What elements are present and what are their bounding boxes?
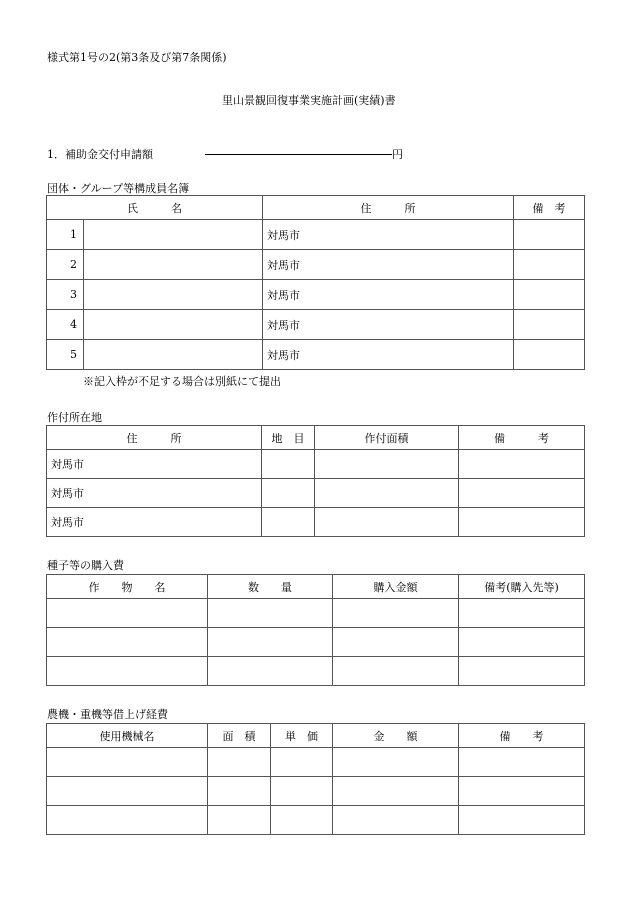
table-row [47, 508, 585, 537]
seeds-header-remarks: 備考(購入先等) [459, 575, 585, 599]
name-cell[interactable] [84, 280, 263, 310]
location-header-address: 住 所 [47, 426, 262, 450]
planted-area-cell[interactable] [315, 479, 459, 508]
machinery-table [46, 723, 585, 835]
remarks-cell[interactable] [459, 479, 585, 508]
planted-area-cell[interactable] [315, 508, 459, 537]
machine-name-cell[interactable] [47, 748, 208, 777]
table-row [47, 628, 585, 657]
row-number: 3 [47, 280, 84, 310]
table-row [47, 310, 585, 340]
members-header-name: 氏 名 [47, 196, 263, 220]
subsidy-unit: 円 [392, 148, 403, 161]
remarks-cell[interactable] [459, 599, 585, 628]
address-cell[interactable]: 対馬市 [47, 508, 262, 537]
members-table [46, 195, 585, 370]
quantity-cell[interactable] [208, 599, 333, 628]
remarks-cell[interactable] [514, 280, 585, 310]
remarks-cell[interactable] [514, 310, 585, 340]
table-row [47, 479, 585, 508]
seeds-header-crop-name: 作 物 名 [47, 575, 208, 599]
machine-name-cell[interactable] [47, 777, 208, 806]
row-number: 5 [47, 340, 84, 370]
members-header-remarks: 備 考 [514, 196, 585, 220]
area-cell[interactable] [208, 806, 271, 835]
location-header-land-category: 地 目 [262, 426, 315, 450]
table-row [47, 450, 585, 479]
amount-cell[interactable] [333, 748, 459, 777]
quantity-cell[interactable] [208, 657, 333, 686]
location-heading: 作付所在地 [47, 411, 102, 424]
address-cell[interactable]: 対馬市 [263, 340, 514, 370]
remarks-cell[interactable] [459, 657, 585, 686]
purchase-amount-cell[interactable] [333, 628, 459, 657]
remarks-cell[interactable] [514, 340, 585, 370]
subsidy-label: 1．補助金交付申請額 [47, 148, 153, 161]
page-title: 里山景観回復事業実施計画(実績)書 [222, 94, 396, 107]
quantity-cell[interactable] [208, 628, 333, 657]
address-cell[interactable]: 対馬市 [263, 220, 514, 250]
table-row [47, 806, 585, 835]
row-number: 4 [47, 310, 84, 340]
table-row [47, 657, 585, 686]
location-header-planted-area: 作付面積 [315, 426, 459, 450]
members-note: ※記入枠が不足する場合は別紙にて提出 [83, 375, 281, 388]
table-row [47, 748, 585, 777]
amount-cell[interactable] [333, 806, 459, 835]
table-row [47, 340, 585, 370]
seeds-header-purchase-amount: 購入金額 [333, 575, 459, 599]
remarks-cell[interactable] [459, 508, 585, 537]
unit-price-cell[interactable] [271, 806, 333, 835]
crop-name-cell[interactable] [47, 657, 208, 686]
location-table [46, 425, 585, 537]
table-row [47, 280, 585, 310]
name-cell[interactable] [84, 250, 263, 280]
planted-area-cell[interactable] [315, 450, 459, 479]
address-cell[interactable]: 対馬市 [263, 310, 514, 340]
address-cell[interactable]: 対馬市 [263, 250, 514, 280]
area-cell[interactable] [208, 777, 271, 806]
machine-name-cell[interactable] [47, 806, 208, 835]
table-row [47, 250, 585, 280]
machinery-header-amount: 金 額 [333, 724, 459, 748]
name-cell[interactable] [84, 310, 263, 340]
area-cell[interactable] [208, 748, 271, 777]
row-number: 1 [47, 220, 84, 250]
machinery-header-remarks: 備 考 [459, 724, 585, 748]
table-row [47, 599, 585, 628]
purchase-amount-cell[interactable] [333, 657, 459, 686]
crop-name-cell[interactable] [47, 628, 208, 657]
land-category-cell[interactable] [262, 479, 315, 508]
name-cell[interactable] [84, 340, 263, 370]
seeds-heading: 種子等の購入費 [47, 559, 124, 572]
name-cell[interactable] [84, 220, 263, 250]
subsidy-amount-field[interactable] [205, 142, 392, 155]
machinery-header-area: 面 積 [208, 724, 271, 748]
machinery-header-machine-name: 使用機械名 [47, 724, 208, 748]
members-heading: 団体・グループ等構成員名簿 [47, 182, 190, 195]
remarks-cell[interactable] [459, 777, 585, 806]
seeds-header-quantity: 数 量 [208, 575, 333, 599]
remarks-cell[interactable] [459, 450, 585, 479]
purchase-amount-cell[interactable] [333, 599, 459, 628]
land-category-cell[interactable] [262, 508, 315, 537]
unit-price-cell[interactable] [271, 777, 333, 806]
remarks-cell[interactable] [459, 628, 585, 657]
seeds-table [46, 574, 585, 686]
remarks-cell[interactable] [514, 250, 585, 280]
address-cell[interactable]: 対馬市 [47, 450, 262, 479]
machinery-heading: 農機・重機等借上げ経費 [47, 708, 168, 721]
remarks-cell[interactable] [514, 220, 585, 250]
amount-cell[interactable] [333, 777, 459, 806]
table-row [47, 777, 585, 806]
members-header-address: 住 所 [263, 196, 514, 220]
land-category-cell[interactable] [262, 450, 315, 479]
form-number: 様式第1号の2(第3条及び第7条関係) [47, 51, 227, 64]
row-number: 2 [47, 250, 84, 280]
remarks-cell[interactable] [459, 806, 585, 835]
address-cell[interactable]: 対馬市 [47, 479, 262, 508]
machinery-header-unit-price: 単 価 [271, 724, 333, 748]
crop-name-cell[interactable] [47, 599, 208, 628]
remarks-cell[interactable] [459, 748, 585, 777]
address-cell[interactable]: 対馬市 [263, 280, 514, 310]
unit-price-cell[interactable] [271, 748, 333, 777]
location-header-remarks: 備 考 [459, 426, 585, 450]
table-row [47, 220, 585, 250]
